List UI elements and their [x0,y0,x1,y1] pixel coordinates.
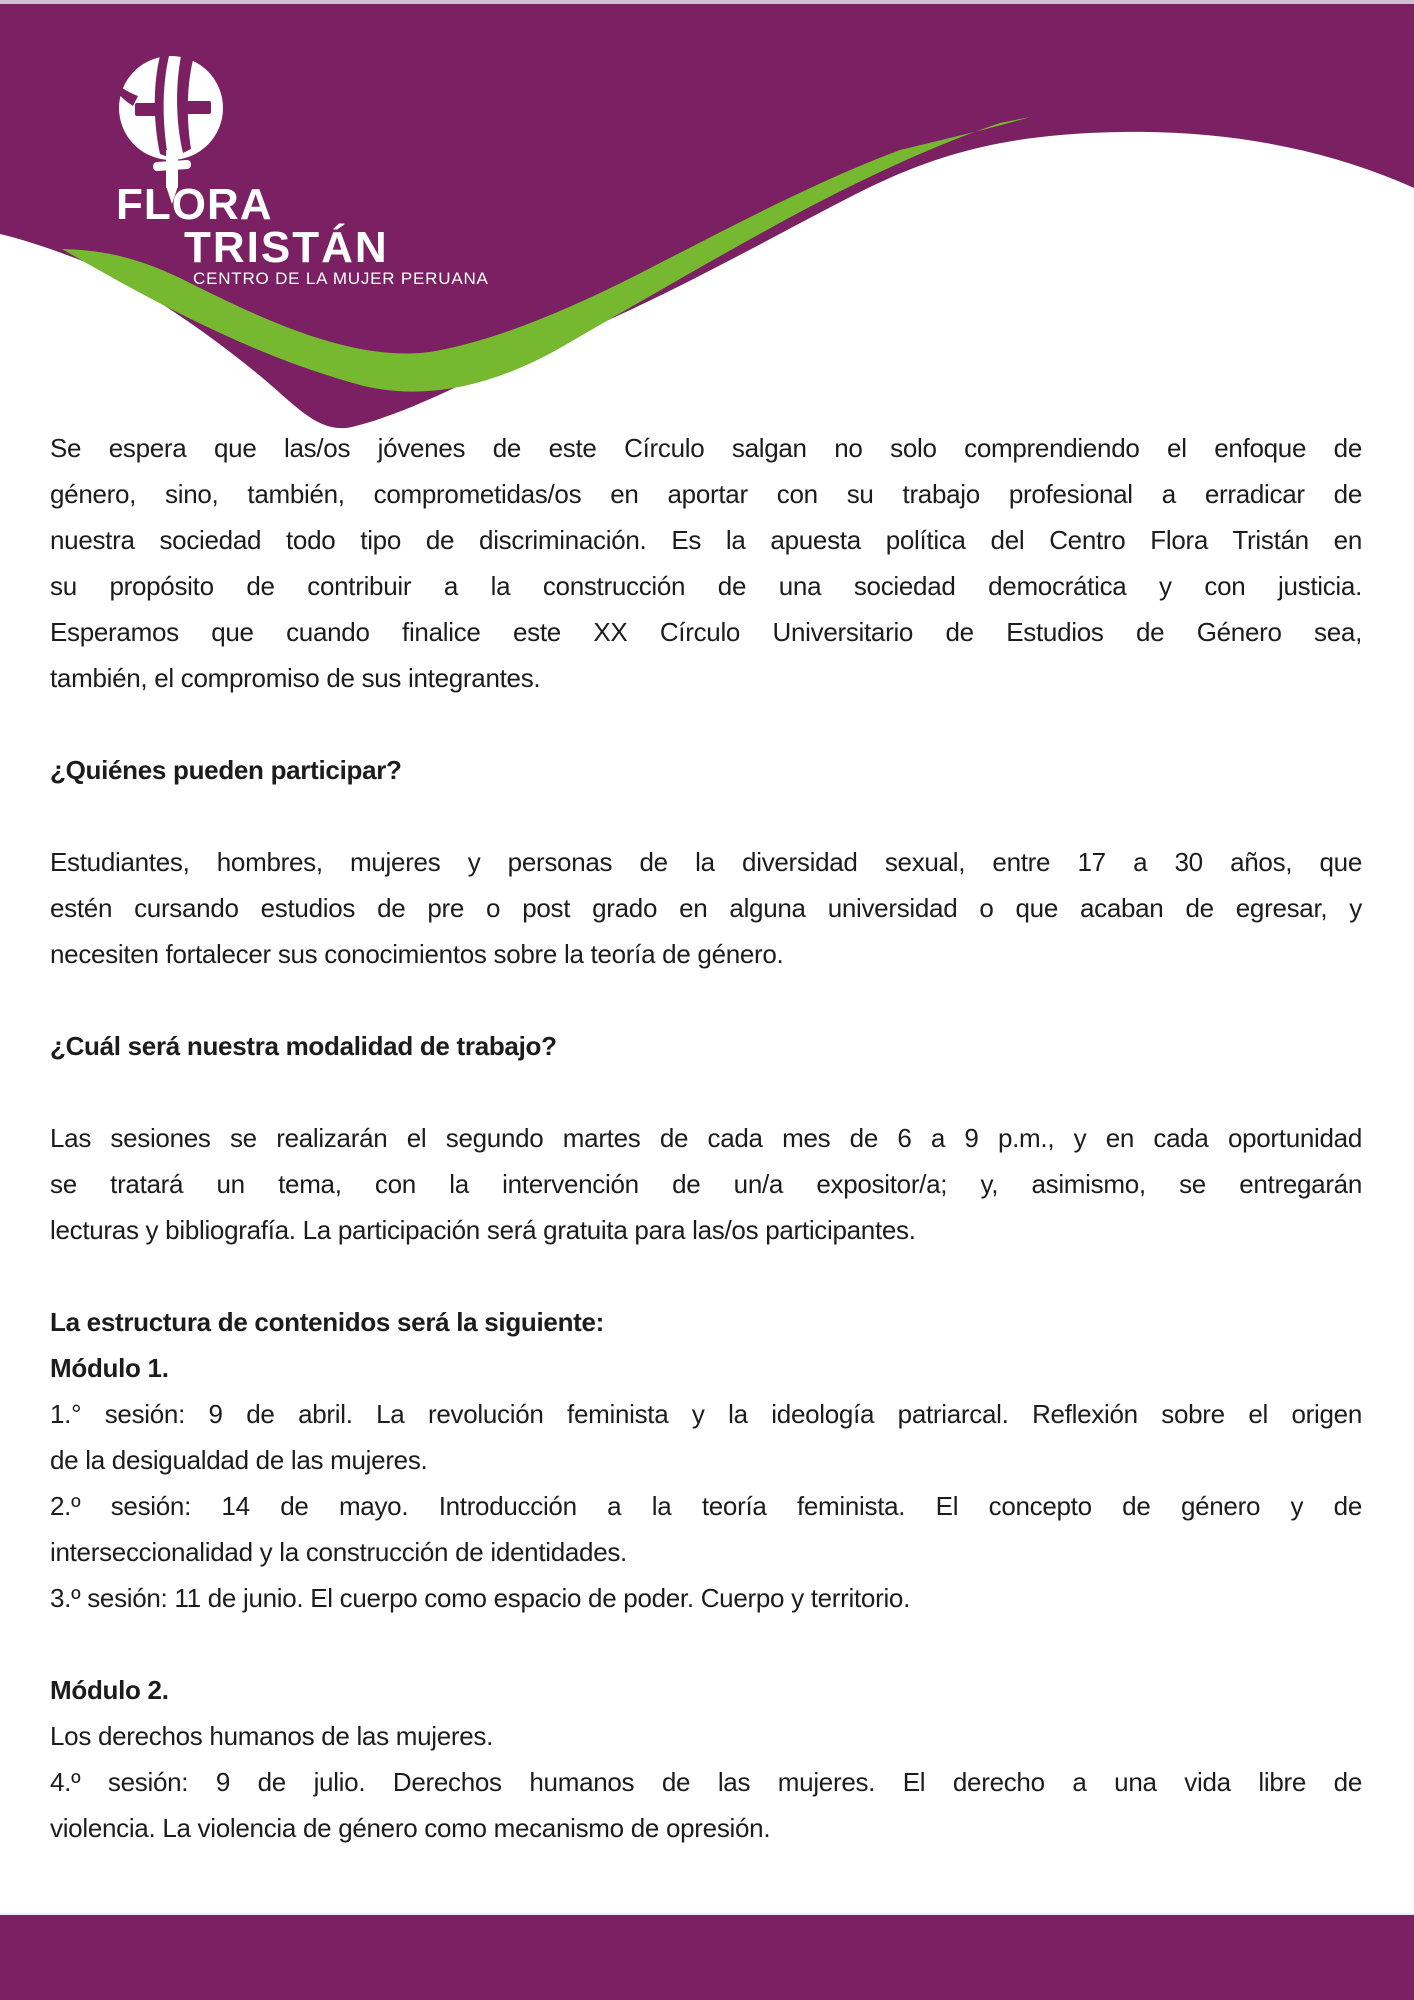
paragraph-line: interseccionalidad y la construcción de identidades. [50,1537,627,1567]
paragraph-line: necesiten fortalecer sus conocimientos sobre la teoría de género. [50,939,784,969]
paragraph-line: también, el compromiso de sus integrantes. [50,663,541,693]
top-edge-strip [0,0,1414,4]
section-heading: Módulo 2. [50,1675,169,1705]
paragraph-line: 2.º sesión: 14 de mayo. Introducción a la teoría feminista. El concepto de género y de [50,1491,1362,1521]
logo-tagline: CENTRO DE LA MUJER PERUANA [193,269,489,288]
paragraph-line: se tratará un tema, con la intervención de un/a expositor/a; y, asimismo, se entregarán [50,1169,1362,1199]
section-heading: ¿Quiénes pueden participar? [50,755,402,785]
paragraph-line: Se espera que las/os jóvenes de este Círculo salgan no solo comprendiendo el enfoque de [50,433,1362,463]
paragraph-line: Los derechos humanos de las mujeres. [50,1721,494,1751]
paragraph-line: lecturas y bibliografía. La participación será gratuita para las/os participantes. [50,1215,916,1245]
logo-text-flora: FLORA [116,180,273,229]
paragraph-line: 4.º sesión: 9 de julio. Derechos humanos de las mujeres. El derecho a una vida libre de [50,1767,1362,1797]
logo-text-tristan: TRISTÁN [184,223,389,272]
content [50,425,1362,1851]
spacer [50,1253,1362,1299]
paragraph-line: violencia. La violencia de género como mecanismo de opresión. [50,1813,771,1843]
footer-band [0,1913,1414,2000]
spacer [50,977,1362,1023]
section-heading: ¿Cuál será nuestra modalidad de trabajo? [50,1031,557,1061]
spacer [50,701,1362,747]
spacer [50,793,1362,839]
paragraph-line: Estudiantes, hombres, mujeres y personas de la diversidad sexual, entre 17 a 30 años, que [50,847,1362,877]
paragraph-line: Esperamos que cuando finalice este XX Círculo Universitario de Estudios de Género sea, [50,617,1362,647]
paragraph-line: estén cursando estudios de pre o post grado en alguna universidad o que acaban de egresar, y [50,893,1362,923]
section-heading: Módulo 1. [50,1353,169,1383]
paragraph-line: Las sesiones se realizarán el segundo martes de cada mes de 6 a 9 p.m., y en cada oportunidad [50,1123,1362,1153]
paragraph-line: nuestra sociedad todo tipo de discriminación. Es la apuesta política del Centro Flora Tristán en [50,525,1362,555]
paragraph-line: género, sino, también, comprometidas/os en aportar con su trabajo profesional a erradicar de [50,479,1362,509]
paragraph-line: 1.° sesión: 9 de abril. La revolución feminista y la ideología patriarcal. Reflexión sobre el origen [50,1399,1362,1429]
spacer [50,1621,1362,1667]
paragraph-line: 3.º sesión: 11 de junio. El cuerpo como espacio de poder. Cuerpo y territorio. [50,1583,911,1613]
paragraph-line: su propósito de contribuir a la construcción de una sociedad democrática y con justicia. [50,571,1362,601]
paragraph-line: de la desigualdad de las mujeres. [50,1445,428,1475]
spacer [50,1069,1362,1115]
section-heading: La estructura de contenidos será la siguiente: [50,1307,605,1337]
